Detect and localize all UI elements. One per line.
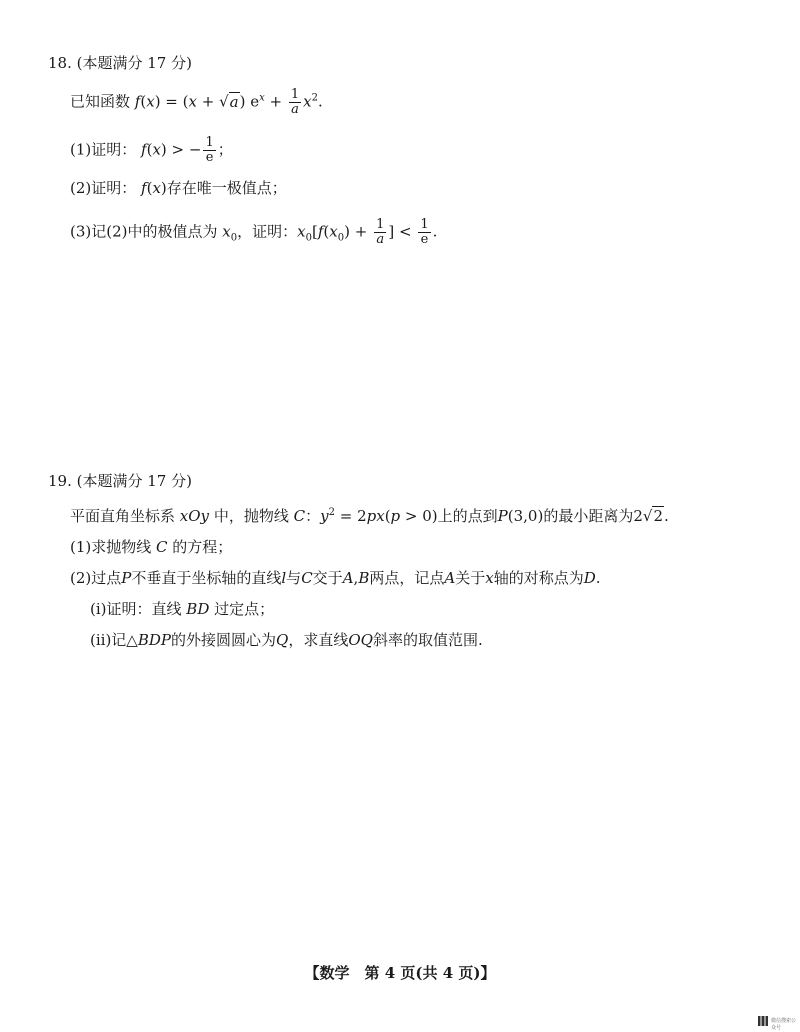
q18-part2: (2)证明： f(x)存在唯一极值点；	[70, 179, 287, 197]
q19-header: 19. (本题满分 17 分)	[48, 472, 192, 490]
q18-intro: 已知函数 f(x) = (x + √a) $e^x$ + $\frac{1}{a}$ $x^2$.	[70, 87, 323, 117]
q19-intro: 平面直角坐标系 xOy 中，抛物线 C：$y^2 = 2px(p > 0)$上的点到P(3,0)的最小距离为2√2.	[70, 507, 669, 525]
q19-part2: (2)过点P不垂直于坐标轴的直线l与C交于A,B两点，记点A关于x轴的对称点为D.	[70, 569, 601, 587]
page-footer: 【数学 第 4 页(共 4 页)】	[304, 964, 496, 982]
q18-header: 18. (本题满分 17 分)	[48, 54, 192, 72]
qr-code-icon	[758, 1016, 768, 1026]
q19-sub2: (ⅱ)记△BDP的外接圆圆心为Q，求直线OQ斜率的取值范围.	[90, 631, 483, 649]
q18-part1: (1)证明： f(x) > − $\frac{1}{e}$ ；	[70, 135, 233, 165]
q19-sub1: (ⅰ)证明：直线 BD 过定点；	[90, 600, 275, 618]
q19-part1: (1)求抛物线 C 的方程；	[70, 538, 233, 556]
watermark-text: 微信搜索公众号	[771, 1018, 797, 1031]
q18-part3: (3)记(2)中的极值点为 $x_0$，证明：$x_0[f(x_0)$ + $\frac{1}{a}$ ] < $\frac{1}{e}$ .	[70, 217, 438, 247]
